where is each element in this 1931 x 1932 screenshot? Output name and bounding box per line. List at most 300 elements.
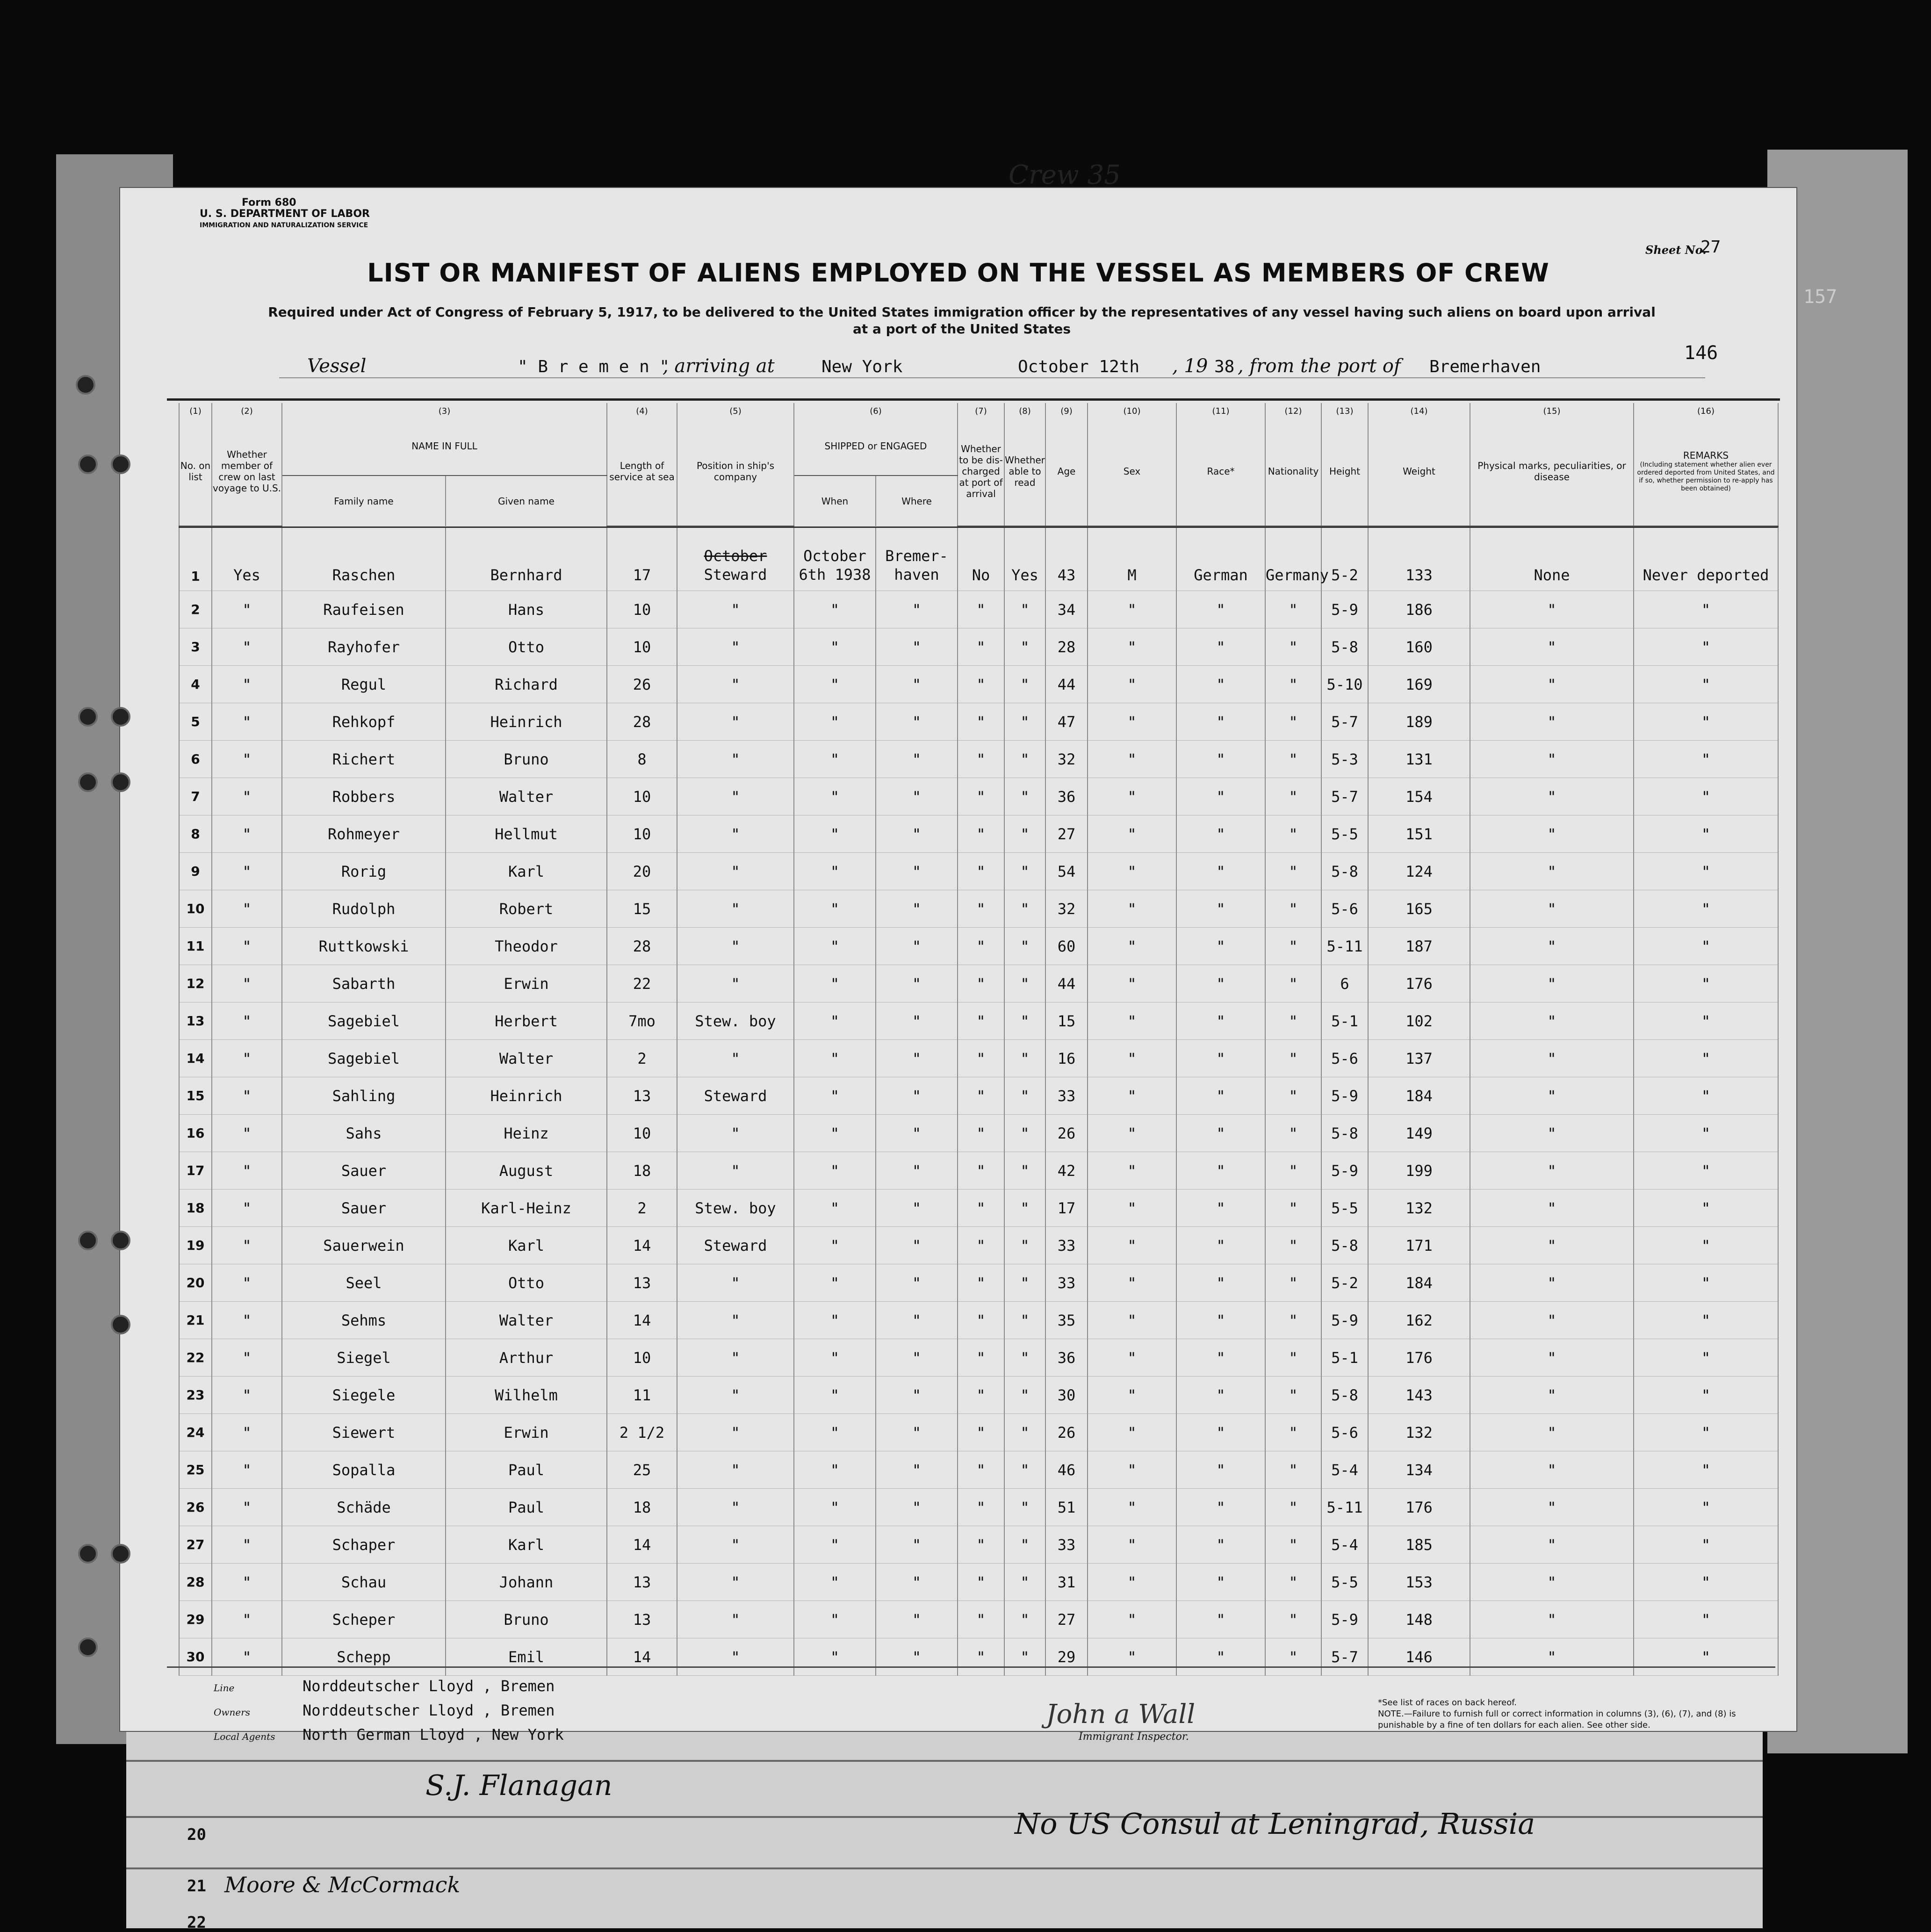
cell-no: 3	[179, 628, 212, 666]
header-service-length: Length of service at sea	[607, 417, 677, 526]
cell-position: "	[677, 1302, 794, 1339]
header-rule	[167, 398, 1780, 401]
cell-age: 44	[1045, 965, 1088, 1002]
cell-discharged: "	[958, 1414, 1004, 1451]
cell-when: "	[794, 1489, 876, 1526]
table-row	[179, 890, 1778, 928]
cell-position: "	[677, 853, 794, 890]
cell-remarks: "	[1634, 1638, 1778, 1676]
cell-able-to-read: "	[1004, 853, 1045, 890]
cell-able-to-read: "	[1004, 591, 1045, 628]
table-row	[179, 703, 1778, 741]
cell-able-to-read: "	[1004, 703, 1045, 741]
cell-service-length: 10	[607, 778, 677, 815]
cell-given-name: Erwin	[446, 1414, 607, 1451]
table-row	[179, 1638, 1778, 1676]
cell-prior-voyage: "	[212, 1115, 282, 1152]
cell-able-to-read: "	[1004, 1377, 1045, 1414]
col-number: (2)	[212, 403, 282, 417]
cell-where: "	[876, 1451, 958, 1489]
cell-weight: 186	[1368, 591, 1470, 628]
cell-discharged: "	[958, 1526, 1004, 1564]
cell-able-to-read: "	[1004, 928, 1045, 965]
document-title: LIST OR MANIFEST OF ALIENS EMPLOYED ON THE VESSEL AS MEMBERS OF CREW	[367, 258, 1549, 288]
arriving-label: , arriving at	[663, 355, 775, 377]
header-position: Position in ship's company	[677, 417, 794, 526]
cell-height: 5-2	[1321, 1264, 1368, 1302]
cell-where: "	[876, 1339, 958, 1377]
cell-discharged: "	[958, 1489, 1004, 1526]
cell-race: "	[1176, 1152, 1265, 1189]
cell-service-length: 18	[607, 1489, 677, 1526]
cell-no: 29	[179, 1601, 212, 1638]
cell-service-length: 10	[607, 628, 677, 666]
cell-when	[794, 527, 876, 591]
header-physical-marks: Physical marks, peculiarities, or disease	[1470, 417, 1634, 526]
cell-physical-marks: "	[1470, 1601, 1634, 1638]
cell-service-length: 15	[607, 890, 677, 928]
cell-given-name: Theodor	[446, 928, 607, 965]
cell-sex: "	[1088, 1489, 1176, 1526]
cell-able-to-read: "	[1004, 890, 1045, 928]
cell-when: "	[794, 741, 876, 778]
cell-when: "	[794, 1414, 876, 1451]
cell-family-name: Sagebiel	[282, 1002, 446, 1040]
cell-age: 36	[1045, 778, 1088, 815]
cell-weight: 199	[1368, 1152, 1470, 1189]
cell-service-length: 25	[607, 1451, 677, 1489]
cell-height: 5-3	[1321, 741, 1368, 778]
cell-sex: "	[1088, 591, 1176, 628]
cell-no: 15	[179, 1077, 212, 1115]
where-line: haven	[894, 566, 939, 584]
cell-physical-marks: "	[1470, 1339, 1634, 1377]
cell-position: "	[677, 1152, 794, 1189]
cell-when: "	[794, 1264, 876, 1302]
underlying-rule	[126, 1867, 1763, 1869]
cell-nationality: "	[1265, 1377, 1321, 1414]
cell-family-name: Robbers	[282, 778, 446, 815]
cell-height: 5-1	[1321, 1339, 1368, 1377]
cell-position	[677, 527, 794, 591]
cell-weight: 154	[1368, 778, 1470, 815]
cell-age: 43	[1045, 527, 1088, 591]
header-no-on-list: No. on list	[179, 417, 212, 526]
arrival-year: 38	[1214, 357, 1235, 376]
cell-race: "	[1176, 591, 1265, 628]
table-row	[179, 1227, 1778, 1264]
col-number: (15)	[1470, 403, 1634, 417]
cell-service-length: 26	[607, 666, 677, 703]
cell-physical-marks: "	[1470, 1377, 1634, 1414]
underlying-row-number: 21	[187, 1877, 206, 1896]
cell-discharged: "	[958, 965, 1004, 1002]
cell-where: "	[876, 1115, 958, 1152]
cell-race: "	[1176, 1189, 1265, 1227]
cell-given-name: Wilhelm	[446, 1377, 607, 1414]
cell-weight: 134	[1368, 1451, 1470, 1489]
vessel-line-rule	[279, 377, 1705, 378]
cell-height: 6	[1321, 965, 1368, 1002]
cell-service-length: 10	[607, 815, 677, 853]
cell-family-name: Sopalla	[282, 1451, 446, 1489]
col-number: (9)	[1045, 403, 1088, 417]
cell-physical-marks: "	[1470, 1451, 1634, 1489]
cell-discharged: "	[958, 1002, 1004, 1040]
where-line: Bremer-	[885, 547, 948, 565]
cell-service-length: 13	[607, 1601, 677, 1638]
cell-race: "	[1176, 1264, 1265, 1302]
cell-service-length: 14	[607, 1638, 677, 1676]
cell-remarks: "	[1634, 666, 1778, 703]
cell-discharged: "	[958, 815, 1004, 853]
cell-able-to-read: "	[1004, 741, 1045, 778]
cell-position: "	[677, 1414, 794, 1451]
cell-height: 5-8	[1321, 853, 1368, 890]
cell-sex: "	[1088, 1189, 1176, 1227]
document-subtitle: Required under Act of Congress of February 5, 1917, to be delivered to the United States immigration officer by the representatives of any vessel having such aliens on board upon arrival at a port of the United States	[268, 304, 1656, 337]
cell-given-name: Bruno	[446, 1601, 607, 1638]
cell-race: "	[1176, 1377, 1265, 1414]
cell-remarks: "	[1634, 1414, 1778, 1451]
cell-weight: 189	[1368, 703, 1470, 741]
binder-hole	[111, 1231, 130, 1250]
cell-remarks: "	[1634, 628, 1778, 666]
cell-nationality: "	[1265, 1564, 1321, 1601]
cell-able-to-read: "	[1004, 1564, 1045, 1601]
cell-given-name: Arthur	[446, 1339, 607, 1377]
cell-height: 5-8	[1321, 1227, 1368, 1264]
col-number: (5)	[677, 403, 794, 417]
cell-weight: 143	[1368, 1377, 1470, 1414]
cell-physical-marks: "	[1470, 1526, 1634, 1564]
cell-discharged: "	[958, 666, 1004, 703]
cell-height: 5-9	[1321, 1152, 1368, 1189]
cell-nationality: "	[1265, 666, 1321, 703]
cell-no: 14	[179, 1040, 212, 1077]
struck-text: October	[704, 547, 767, 565]
cell-when: "	[794, 1377, 876, 1414]
cell-able-to-read: "	[1004, 1227, 1045, 1264]
cell-age: 34	[1045, 591, 1088, 628]
cell-physical-marks: "	[1470, 1040, 1634, 1077]
cell-race: "	[1176, 1227, 1265, 1264]
cell-service-length: 7mo	[607, 1002, 677, 1040]
cell-remarks: "	[1634, 1564, 1778, 1601]
cell-where: "	[876, 1564, 958, 1601]
cell-sex: M	[1088, 527, 1176, 591]
cell-given-name: Heinz	[446, 1115, 607, 1152]
col-number: (11)	[1176, 403, 1265, 417]
departure-port: Bremerhaven	[1429, 357, 1541, 376]
cell-prior-voyage: "	[212, 1414, 282, 1451]
cell-race: "	[1176, 928, 1265, 965]
column-header-row	[179, 417, 1778, 476]
cell-prior-voyage: "	[212, 965, 282, 1002]
cell-able-to-read: "	[1004, 1489, 1045, 1526]
cell-prior-voyage: "	[212, 1377, 282, 1414]
cell-weight: 132	[1368, 1189, 1470, 1227]
cell-discharged: "	[958, 1152, 1004, 1189]
cell-position: "	[677, 965, 794, 1002]
cell-position: Stew. boy	[677, 1189, 794, 1227]
col-number: (12)	[1265, 403, 1321, 417]
cell-prior-voyage: "	[212, 815, 282, 853]
inspector-label: Immigrant Inspector.	[1079, 1731, 1189, 1743]
cell-prior-voyage: "	[212, 1564, 282, 1601]
cell-nationality: "	[1265, 1489, 1321, 1526]
cell-no: 10	[179, 890, 212, 928]
binder-hole	[111, 1544, 130, 1564]
cell-family-name: Raufeisen	[282, 591, 446, 628]
cell-height: 5-7	[1321, 778, 1368, 815]
cell-nationality: "	[1265, 1152, 1321, 1189]
cell-weight: 131	[1368, 741, 1470, 778]
cell-where: "	[876, 1377, 958, 1414]
cell-given-name: Bernhard	[446, 527, 607, 591]
cell-height: 5-6	[1321, 1414, 1368, 1451]
cell-height: 5-8	[1321, 628, 1368, 666]
footer-rule	[167, 1666, 1775, 1668]
cell-weight: 160	[1368, 628, 1470, 666]
cell-service-length: 13	[607, 1077, 677, 1115]
cell-remarks: "	[1634, 778, 1778, 815]
cell-position: "	[677, 1451, 794, 1489]
cell-able-to-read: "	[1004, 1115, 1045, 1152]
cell-sex: "	[1088, 741, 1176, 778]
cell-discharged: "	[958, 703, 1004, 741]
cell-service-length: 28	[607, 703, 677, 741]
cell-no: 7	[179, 778, 212, 815]
cell-prior-voyage: "	[212, 703, 282, 741]
cell-where: "	[876, 928, 958, 965]
cell-race: "	[1176, 890, 1265, 928]
cell-family-name: Schaper	[282, 1526, 446, 1564]
cell-nationality: "	[1265, 1339, 1321, 1377]
cell-service-length: 8	[607, 741, 677, 778]
cell-age: 51	[1045, 1489, 1088, 1526]
cell-when: "	[794, 778, 876, 815]
cell-position: "	[677, 591, 794, 628]
table-row	[179, 965, 1778, 1002]
cell-family-name: Siegel	[282, 1339, 446, 1377]
cell-race: "	[1176, 1002, 1265, 1040]
cell-weight: 185	[1368, 1526, 1470, 1564]
cell-no: 18	[179, 1189, 212, 1227]
cell-weight: 176	[1368, 1489, 1470, 1526]
cell-no: 30	[179, 1638, 212, 1676]
cell-no: 2	[179, 591, 212, 628]
arrival-port: New York	[821, 357, 903, 376]
table-row	[179, 1339, 1778, 1377]
cell-position: Steward	[677, 1077, 794, 1115]
cell-height: 5-4	[1321, 1451, 1368, 1489]
cell-no: 13	[179, 1002, 212, 1040]
footer-line	[214, 1675, 564, 1699]
cell-sex: "	[1088, 1077, 1176, 1115]
header-when: When	[794, 476, 876, 526]
cell-when: "	[794, 1564, 876, 1601]
cell-no: 5	[179, 703, 212, 741]
cell-sex: "	[1088, 1152, 1176, 1189]
binder-hole	[78, 772, 98, 792]
service-name: IMMIGRATION AND NATURALIZATION SERVICE	[200, 222, 368, 229]
cell-sex: "	[1088, 1115, 1176, 1152]
cell-prior-voyage: "	[212, 591, 282, 628]
cell-given-name: Otto	[446, 628, 607, 666]
cell-service-length: 10	[607, 1339, 677, 1377]
table-row	[179, 1002, 1778, 1040]
footnote-penalty: NOTE.—Failure to furnish full or correct information in columns (3), (6), (7), and (8) is punishable by a fine of ten dollars for each alien. See other side.	[1378, 1709, 1736, 1730]
cell-height: 5-5	[1321, 1189, 1368, 1227]
table-row	[179, 1526, 1778, 1564]
table-row	[179, 1040, 1778, 1077]
cell-age: 27	[1045, 1601, 1088, 1638]
department-name: U. S. DEPARTMENT OF LABOR	[200, 208, 370, 220]
cell-prior-voyage: "	[212, 1489, 282, 1526]
footer-agents	[214, 1675, 564, 1748]
cell-weight: 162	[1368, 1302, 1470, 1339]
cell-able-to-read: "	[1004, 1339, 1045, 1377]
cell-position: "	[677, 1601, 794, 1638]
cell-sex: "	[1088, 666, 1176, 703]
cell-when: "	[794, 1227, 876, 1264]
cell-able-to-read: "	[1004, 1152, 1045, 1189]
cell-race: "	[1176, 1638, 1265, 1676]
cell-prior-voyage: "	[212, 778, 282, 815]
cell-prior-voyage: "	[212, 1302, 282, 1339]
cell-no: 28	[179, 1564, 212, 1601]
cell-position: "	[677, 1526, 794, 1564]
cell-sex: "	[1088, 1040, 1176, 1077]
cell-no: 17	[179, 1152, 212, 1189]
cell-position: "	[677, 1638, 794, 1676]
cell-given-name: Robert	[446, 890, 607, 928]
cell-remarks: "	[1634, 1040, 1778, 1077]
cell-discharged: "	[958, 1227, 1004, 1264]
cell-where: "	[876, 1152, 958, 1189]
cell-physical-marks: "	[1470, 1152, 1634, 1189]
cell-age: 47	[1045, 703, 1088, 741]
cell-height: 5-8	[1321, 1377, 1368, 1414]
binder-hole	[111, 707, 130, 727]
cell-weight: 171	[1368, 1227, 1470, 1264]
cell-physical-marks: "	[1470, 965, 1634, 1002]
cell-sex: "	[1088, 853, 1176, 890]
cell-no: 19	[179, 1227, 212, 1264]
cell-no: 26	[179, 1489, 212, 1526]
cell-height: 5-9	[1321, 591, 1368, 628]
cell-remarks: "	[1634, 965, 1778, 1002]
cell-family-name: Sauer	[282, 1189, 446, 1227]
cell-age: 32	[1045, 890, 1088, 928]
col-number: (4)	[607, 403, 677, 417]
cell-height: 5-11	[1321, 1489, 1368, 1526]
cell-where: "	[876, 815, 958, 853]
cell-able-to-read: "	[1004, 1002, 1045, 1040]
cell-nationality: "	[1265, 778, 1321, 815]
cell-nationality: "	[1265, 628, 1321, 666]
cell-prior-voyage: "	[212, 1264, 282, 1302]
header-remarks	[1634, 417, 1778, 526]
cell-nationality: "	[1265, 741, 1321, 778]
cell-prior-voyage: "	[212, 1152, 282, 1189]
cell-family-name: Sahling	[282, 1077, 446, 1115]
cell-able-to-read: "	[1004, 666, 1045, 703]
page-stamp-number: 146	[1684, 342, 1718, 364]
cell-physical-marks: "	[1470, 1564, 1634, 1601]
cell-able-to-read: "	[1004, 1601, 1045, 1638]
cell-given-name: Erwin	[446, 965, 607, 1002]
cell-given-name: Paul	[446, 1489, 607, 1526]
cell-given-name: Richard	[446, 666, 607, 703]
cell-where: "	[876, 1227, 958, 1264]
underlying-handwritten-note: No US Consul at Leningrad, Russia	[1015, 1807, 1535, 1841]
cell-family-name: Rohmeyer	[282, 815, 446, 853]
cell-sex: "	[1088, 1526, 1176, 1564]
cell-nationality: "	[1265, 853, 1321, 890]
cell-remarks: "	[1634, 1489, 1778, 1526]
cell-sex: "	[1088, 1564, 1176, 1601]
binder-hole	[111, 454, 130, 474]
cell-position: "	[677, 890, 794, 928]
table-row	[179, 778, 1778, 815]
cell-weight: 132	[1368, 1414, 1470, 1451]
cell-sex: "	[1088, 1264, 1176, 1302]
cell-position: Stew. boy	[677, 1002, 794, 1040]
cell-family-name: Rudolph	[282, 890, 446, 928]
cell-race: "	[1176, 741, 1265, 778]
col-number: (7)	[958, 403, 1004, 417]
cell-physical-marks: "	[1470, 1002, 1634, 1040]
cell-no: 24	[179, 1414, 212, 1451]
cell-where: "	[876, 1414, 958, 1451]
cell-family-name: Sauerwein	[282, 1227, 446, 1264]
cell-position: "	[677, 815, 794, 853]
cell-discharged: "	[958, 890, 1004, 928]
cell-remarks: "	[1634, 1339, 1778, 1377]
cell-able-to-read: "	[1004, 1264, 1045, 1302]
cell-weight: 184	[1368, 1077, 1470, 1115]
cell-nationality: "	[1265, 1302, 1321, 1339]
cell-no: 21	[179, 1302, 212, 1339]
cell-nationality: "	[1265, 965, 1321, 1002]
cell-given-name: Heinrich	[446, 1077, 607, 1115]
margin-stamp-number: 157	[1803, 286, 1837, 308]
cell-physical-marks: None	[1470, 527, 1634, 591]
cell-weight: 133	[1368, 527, 1470, 591]
header-where: Where	[876, 476, 958, 526]
cell-age: 33	[1045, 1264, 1088, 1302]
cell-no: 4	[179, 666, 212, 703]
header-height: Height	[1321, 417, 1368, 526]
cell-service-length: 14	[607, 1526, 677, 1564]
cell-race: "	[1176, 1526, 1265, 1564]
cell-service-length: 10	[607, 591, 677, 628]
cell-race: "	[1176, 815, 1265, 853]
cell-height: 5-9	[1321, 1601, 1368, 1638]
cell-where: "	[876, 778, 958, 815]
cell-given-name: Otto	[446, 1264, 607, 1302]
cell-physical-marks: "	[1470, 666, 1634, 703]
cell-family-name: Schau	[282, 1564, 446, 1601]
line-label: Line	[214, 1682, 235, 1694]
cell-service-length: 13	[607, 1264, 677, 1302]
cell-sex: "	[1088, 965, 1176, 1002]
underlying-handwritten-company: Moore & McCormack	[224, 1872, 461, 1897]
owners-label: Owners	[214, 1707, 251, 1718]
cell-sex: "	[1088, 890, 1176, 928]
